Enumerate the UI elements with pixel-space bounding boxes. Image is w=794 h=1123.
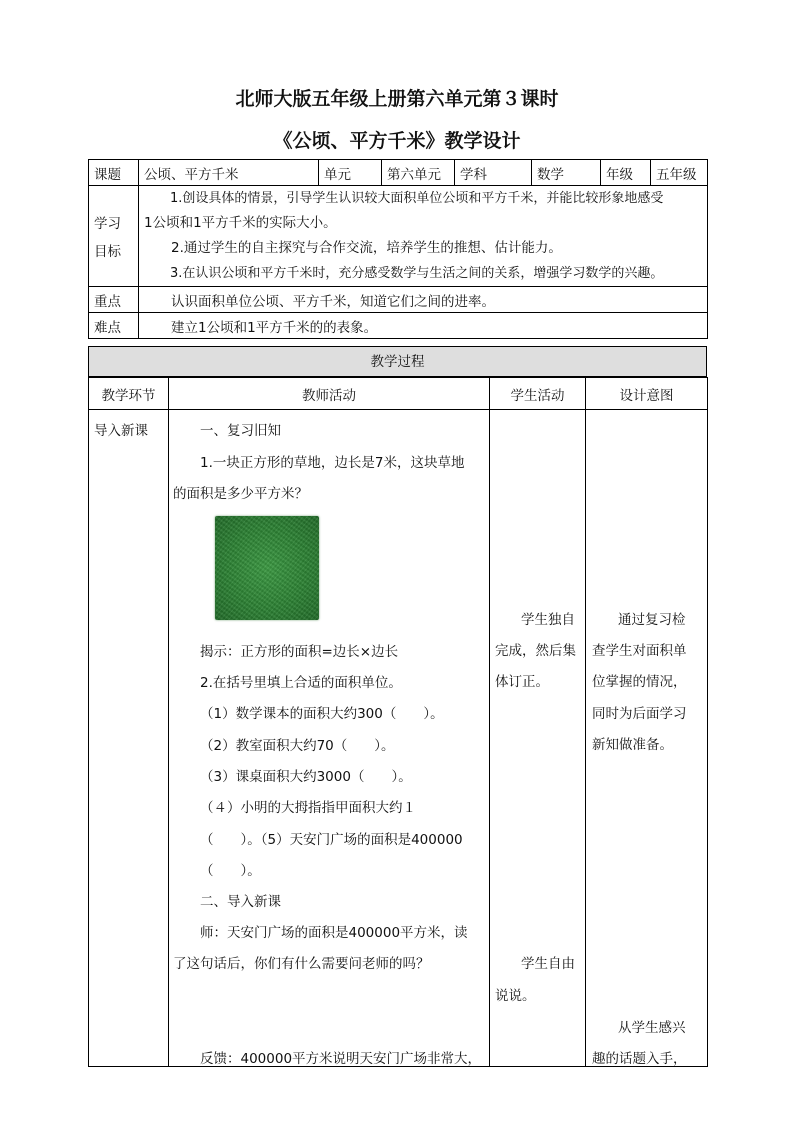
teacher-line: 一、复习旧知 xyxy=(200,423,281,439)
student-line: 说说。 xyxy=(495,988,536,1004)
header-teacher-activity: 教师活动 xyxy=(169,378,490,410)
subject-value: 数学 xyxy=(532,160,601,186)
objective-line: 1.创设具体的情景，引导学生认识较大面积单位公顷和平方千米，并能比较形象地感受 xyxy=(170,191,664,206)
intent-line: 通过复习检 xyxy=(618,612,686,628)
teacher-line: （1）数学课本的面积大约300（ ）。 xyxy=(200,706,444,722)
unit-value: 第六单元 xyxy=(382,160,455,186)
key-point-value: 认识面积单位公顷、平方千米，知道它们之间的进率。 xyxy=(139,287,708,313)
teacher-line: 了这句话后，你们有什么需要问老师的吗？ xyxy=(173,956,430,972)
teacher-line: 反馈：400000平方米说明天安门广场非常大， xyxy=(200,1051,482,1066)
teacher-line: （ ）。（5）天安门广场的面积是400000 xyxy=(200,832,463,848)
stage-cell xyxy=(89,410,169,1067)
process-section-header: 教学过程 xyxy=(88,346,707,377)
teacher-line: （3）课桌面积大约3000（ ）。 xyxy=(200,769,412,785)
objective-line: 3.在认识公顷和平方千米时，充分感受数学与生活之间的关系，增强学习数学的兴趣。 xyxy=(170,266,664,281)
student-activity-cell xyxy=(490,410,586,1067)
objective-line: 1公顷和1平方千米的实际大小。 xyxy=(144,215,337,231)
stage-label: 导入新课 xyxy=(94,423,148,439)
teacher-line: （ ）。 xyxy=(200,863,261,879)
teacher-line: （４）小明的大拇指指甲面积大约１ xyxy=(200,800,416,816)
intent-line: 查学生对面积单 xyxy=(592,643,687,659)
objectives-label-line-2: 目标 xyxy=(94,244,121,260)
teacher-line: 二、导入新课 xyxy=(200,894,281,910)
header-design-intent: 设计意图 xyxy=(586,378,708,410)
teacher-line: （2）教室面积大约70（ ）。 xyxy=(200,738,395,754)
student-line: 学生自由 xyxy=(521,956,575,972)
title-line-1: 北师大版五年级上册第六单元第３课时 xyxy=(235,88,559,110)
grade-value: 五年级 xyxy=(651,160,708,186)
grade-label: 年级 xyxy=(601,160,651,186)
grass-square-image xyxy=(215,516,319,620)
unit-label: 单元 xyxy=(319,160,382,186)
intent-line: 趣的话题入手， xyxy=(592,1051,687,1066)
teacher-line: 的面积是多少平方米？ xyxy=(173,486,308,502)
student-line: 完成，然后集 xyxy=(495,643,576,659)
teacher-line: 揭示：正方形的面积=边长×边长 xyxy=(200,644,399,660)
intent-line: 从学生感兴 xyxy=(618,1020,686,1036)
objectives-label xyxy=(89,186,139,287)
teacher-line: 师：天安门广场的面积是400000平方米，读 xyxy=(200,925,468,941)
teacher-line: 2.在括号里填上合适的面积单位。 xyxy=(200,675,402,691)
intent-line: 位掌握的情况， xyxy=(592,674,687,690)
difficulty-value: 建立1公顷和1平方千米的的表象。 xyxy=(139,313,708,339)
key-point-label: 重点 xyxy=(89,287,139,313)
design-intent-cell xyxy=(586,410,708,1067)
title-line-2: 《公顷、平方千米》教学设计 xyxy=(273,130,521,152)
topic-value: 公顷、平方千米 xyxy=(139,160,319,186)
objective-line: 2.通过学生的自主探究与合作交流，培养学生的推想、估计能力。 xyxy=(171,240,562,256)
intent-line: 同时为后面学习 xyxy=(592,706,687,722)
difficulty-label: 难点 xyxy=(89,313,139,339)
teacher-line: 1.一块正方形的草地，边长是7米，这块草地 xyxy=(200,455,465,471)
teacher-activity-cell xyxy=(169,410,490,1067)
student-line: 学生独自 xyxy=(521,612,575,628)
subject-label: 学科 xyxy=(455,160,532,186)
header-student-activity: 学生活动 xyxy=(490,378,586,410)
lesson-info-table xyxy=(88,159,708,339)
student-line: 体订正。 xyxy=(495,674,549,690)
intent-line: 新知做准备。 xyxy=(592,737,673,753)
teaching-process-table xyxy=(88,377,708,1067)
objectives-content xyxy=(139,186,708,287)
header-stage: 教学环节 xyxy=(89,378,169,410)
topic-label: 课题 xyxy=(89,160,139,186)
objectives-label-line-1: 学习 xyxy=(94,216,121,232)
